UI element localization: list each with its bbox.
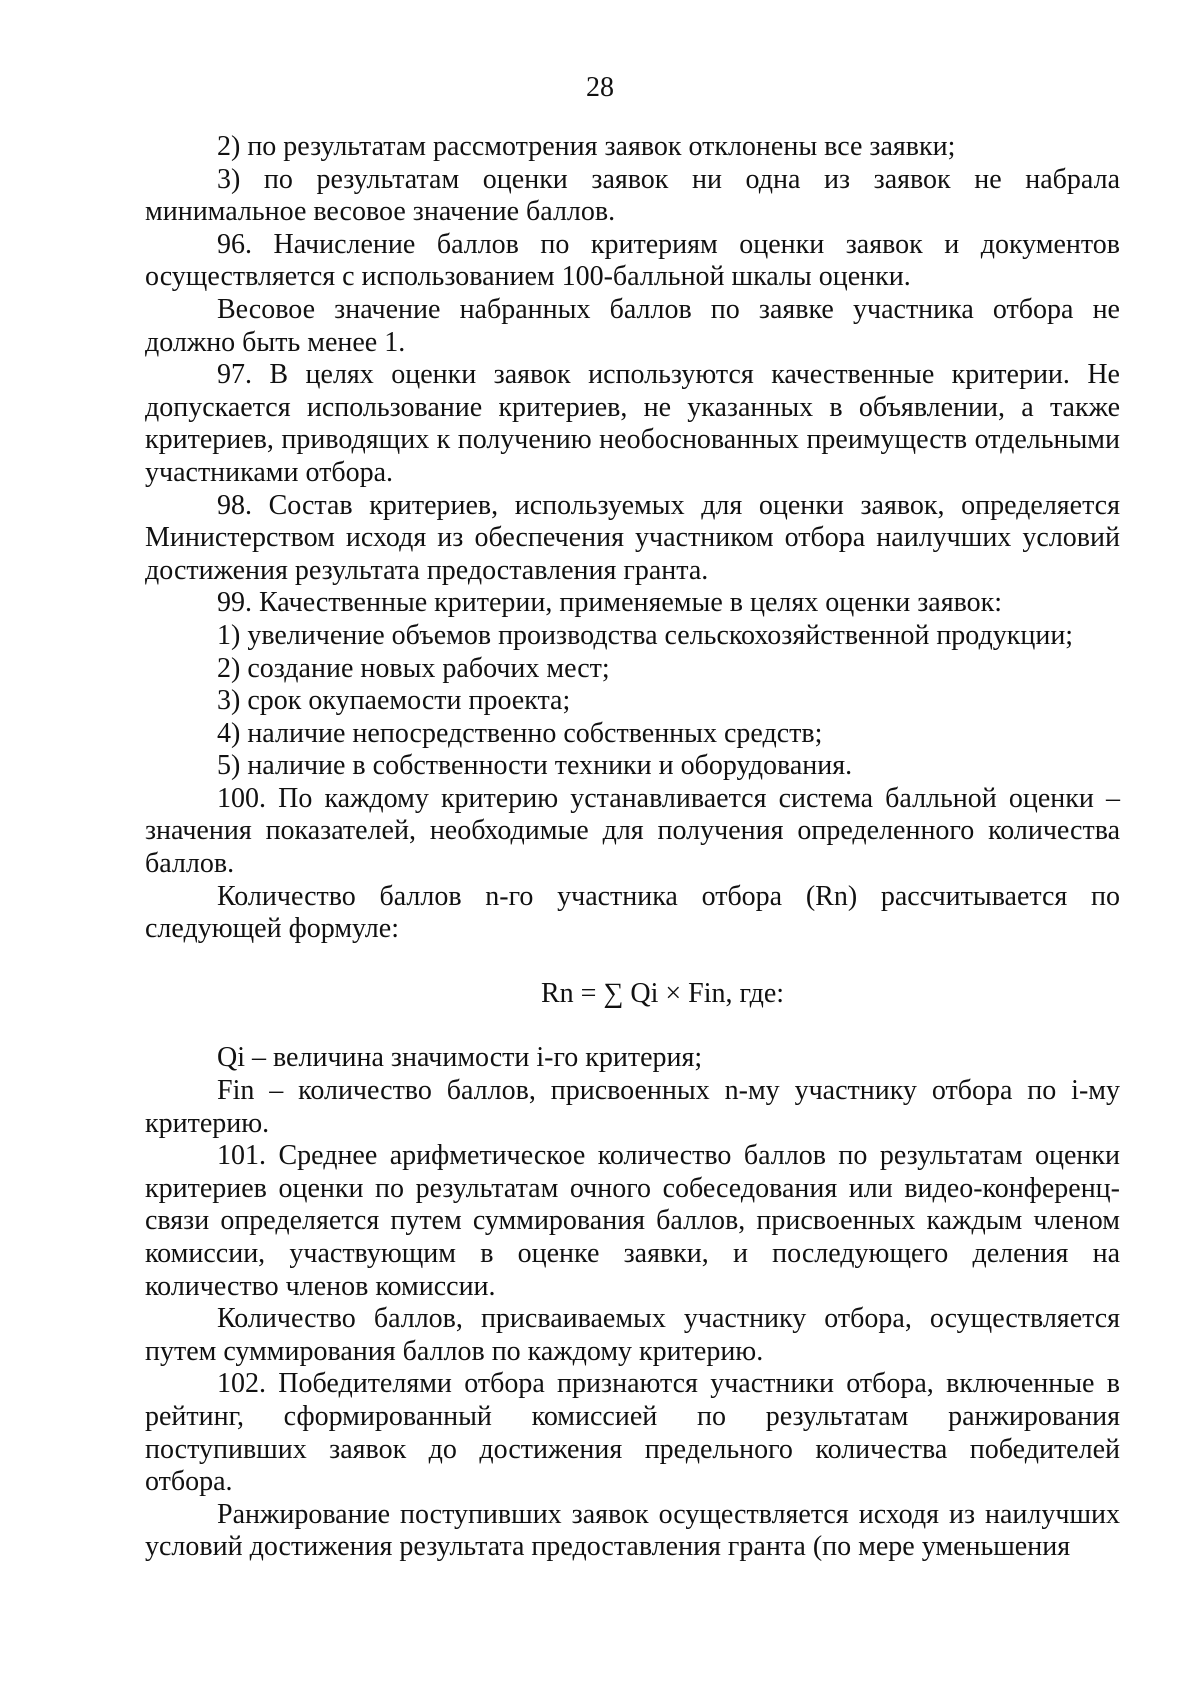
paragraph-102: 102. Победителями отбора признаются участники отбора, включенные в рейтинг, сформированный комиссией по результатам ранжирования поступивших заявок до достижения предельного количества победителей отбора. bbox=[145, 1368, 1120, 1498]
formula-definition-fin: Fin – количество баллов, присвоенных n-му участнику отбора по i-му критерию. bbox=[145, 1075, 1120, 1139]
paragraph-99: 99. Качественные критерии, применяемые в целях оценки заявок: bbox=[217, 587, 1003, 619]
criterion-item-1: 1) увеличение объемов производства сельскохозяйственной продукции; bbox=[217, 619, 1074, 651]
paragraph-96: 96. Начисление баллов по критериям оценки заявок и документов осуществляется с использованием 100-балльной шкалы оценки. bbox=[145, 228, 1120, 293]
paragraph-98: 98. Состав критериев, используемых для оценки заявок, определяется Министерством исходя из обеспечения участником отбора наилучших условий достижения результата предоставления гранта. bbox=[145, 489, 1120, 586]
paragraph-96-weight: Весовое значение набранных баллов по заявке участника отбора не должно быть менее 1. bbox=[145, 293, 1120, 358]
paragraph-100: 100. По каждому критерию устанавливается система балльной оценки – значения показателей, необходимые для получения определенного количества баллов. bbox=[145, 782, 1120, 880]
criterion-item-3: 3) срок окупаемости проекта; bbox=[217, 685, 571, 717]
criterion-item-4: 4) наличие непосредственно собственных средств; bbox=[217, 717, 823, 749]
paragraph-formula-intro: Количество баллов n-го участника отбора (Rn) рассчитывается по следующей формуле: bbox=[145, 880, 1120, 945]
paragraph-item-2: 2) по результатам рассмотрения заявок отклонены все заявки; bbox=[217, 131, 956, 162]
page-number: 28 bbox=[586, 72, 614, 103]
paragraph-item-3: 3) по результатам оценки заявок ни одна из заявок не набрала минимальное весовое значение баллов. bbox=[145, 163, 1120, 228]
paragraph-102-ranking: Ранжирование поступивших заявок осуществляется исходя из наилучших условий достижения результата предоставления гранта (по мере уменьшения bbox=[145, 1498, 1120, 1563]
score-formula: Rn = ∑ Qi × Fin, где: bbox=[540, 977, 785, 1009]
formula-definition-qi: Qi – величина значимости i-го критерия; bbox=[217, 1042, 703, 1074]
paragraph-97: 97. В целях оценки заявок используются качественные критерии. Не допускается использование критериев, не указанных в объявлении, а также критериев, приводящих к получению необоснованных преимуществ отдельными участниками отбора. bbox=[145, 359, 1120, 488]
paragraph-101-total: Количество баллов, присваиваемых участнику отбора, осуществляется путем суммирования баллов по каждому критерию. bbox=[145, 1303, 1120, 1367]
document-body bbox=[145, 131, 1120, 1564]
criterion-item-2: 2) создание новых рабочих мест; bbox=[217, 652, 610, 684]
paragraph-101: 101. Среднее арифметическое количество баллов по результатам оценки критериев оценки по результатам очного собеседования или видео-конференц-связи определяется путем суммирования баллов, присвоенных каждым членом комиссии, участвующим в оценке заявки, и последующего деления на количество членов комиссии. bbox=[145, 1140, 1120, 1302]
criterion-item-5: 5) наличие в собственности техники и оборудования. bbox=[217, 750, 853, 782]
